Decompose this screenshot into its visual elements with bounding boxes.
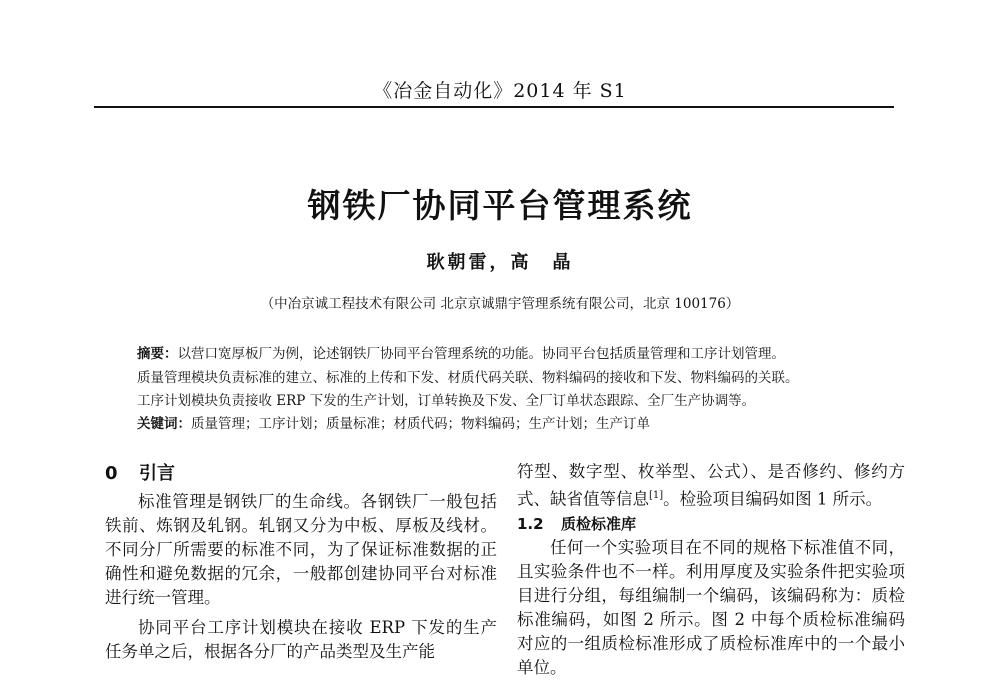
right-paragraph-1-tail: 。检验项目编码如图 1 所示。 <box>663 489 883 509</box>
abstract-line-1 <box>137 342 897 362</box>
subsection-heading <box>517 512 905 536</box>
abstract-text-2: 质量管理模块负责标准的建立、标准的上传和下发、材质代码关联、物料编码的接收和下发、物料编码的关联。 <box>137 370 799 386</box>
header-rule <box>94 106 894 108</box>
right-column <box>517 460 905 680</box>
intro-paragraph-1: 标准管理是钢铁厂的生命线。各钢铁厂一般包括铁前、炼钢及轧钢。轧钢又分为中板、厚板及线材。不同分厂所需要的标准不同，为了保证标准数据的正确性和避免数据的冗余，一般都创建协同平台对标准进行统一管理。 <box>105 492 497 607</box>
abstract-line-3 <box>137 389 897 409</box>
citation-ref: [1] <box>649 490 664 501</box>
paper-affiliation: （中冶京诚工程技术有限公司 北京京诚鼎宇管理系统有限公司，北京 100176） <box>260 296 740 312</box>
journal-header: 《冶金自动化》2014 年 S1 <box>373 80 627 102</box>
left-column <box>105 460 497 664</box>
right-paragraph-1 <box>517 460 905 512</box>
keywords-line <box>137 412 897 432</box>
keywords-text: 质量管理；工序计划；质量标准；材质代码；物料编码；生产计划；生产订单 <box>191 416 650 432</box>
abstract-text-1: 以营口宽厚板厂为例，论述钢铁厂协同平台管理系统的功能。协同平台包括质量管理和工序计划管理。 <box>177 346 785 362</box>
section-heading-introduction <box>105 460 497 488</box>
section-title: 引言 <box>139 463 175 484</box>
paper-authors: 耿朝雷，高 晶 <box>426 252 574 273</box>
intro-paragraph-2: 协同平台工序计划模块在接收 ERP 下发的生产任务单之后，根据各分厂的产品类型及生产能 <box>105 618 497 661</box>
keywords-label: 关键词： <box>137 416 191 432</box>
subsection-number: 1.2 <box>517 514 544 533</box>
abstract-text-3: 工序计划模块负责接收 ERP 下发的生产计划，订单转换及下发、全厂订单状态跟踪、全厂生产协调等。 <box>137 393 756 409</box>
subsection-title: 质检标准库 <box>561 514 637 533</box>
paper-title: 钢铁厂协同平台管理系统 <box>307 186 693 225</box>
abstract-label: 摘要： <box>137 346 178 362</box>
section-number: 0 <box>105 463 118 484</box>
right-paragraph-2: 任何一个实验项目在不同的规格下标准值不同，且实验条件也不一样。利用厚度及实验条件把实验项目进行分组，每组编制一个编码，该编码称为：质检标准编码，如图 2 所示。图 2 中每个质检标准编码对应的一组质检标准形成了质检标准库中的一个最小单位。 <box>517 537 905 677</box>
right-paragraph-1-main: 符型、数字型、枚举型、公式）、是否修约、修约方式、缺省值等信息 <box>517 462 905 509</box>
abstract-line-2 <box>137 366 897 386</box>
